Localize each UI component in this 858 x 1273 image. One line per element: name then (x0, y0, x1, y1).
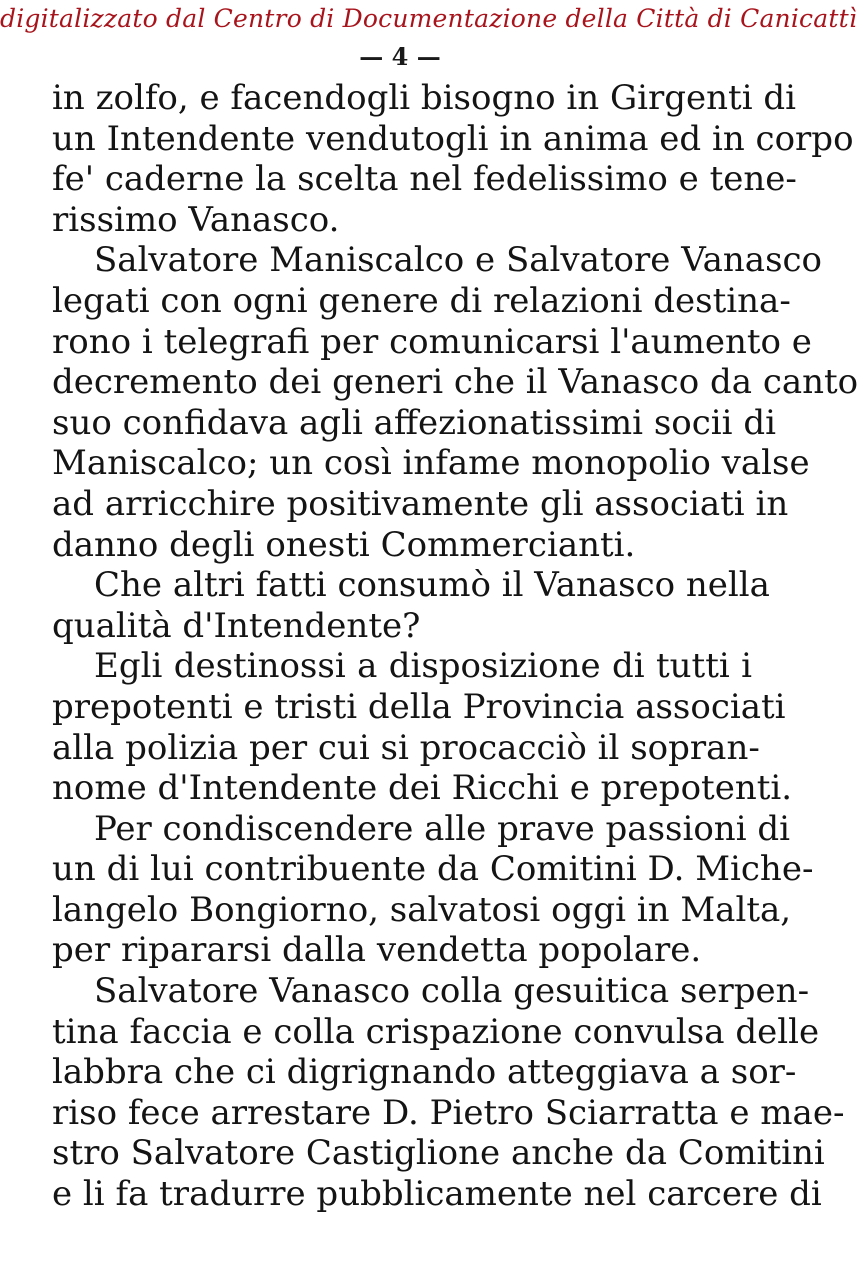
text-line: qualità d'Intendente? (52, 605, 421, 646)
paragraph-start-line: Salvatore Vanasco colla gesuitica serpen- (94, 971, 810, 1012)
text-line: rono i telegrafi per comunicarsi l'aumento e (52, 321, 812, 362)
text-line: danno degli onesti Commercianti. (52, 524, 636, 565)
text-line: langelo Bongiorno, salvatosi oggi in Malta, (52, 889, 792, 930)
text-line: e li fa tradurre pubblicamente nel carcere di (52, 1174, 822, 1215)
text-line: un Intendente vendutogli in anima ed in corpo (52, 118, 854, 159)
paragraph-start-line: Che altri fatti consumò il Vanasco nella (94, 565, 770, 606)
text-line: suo confidava agli affezionatissimi socii di (52, 402, 776, 443)
text-line: riso fece arrestare D. Pietro Sciarratta e mae- (52, 1092, 845, 1133)
text-line: alla polizia per cui si procacciò il sopran- (52, 727, 760, 768)
text-line: ad arricchire positivamente gli associati in (52, 483, 789, 524)
page-number: — 4 — (359, 42, 441, 71)
text-line: Maniscalco; un così infame monopolio valse (52, 443, 810, 484)
text-line: in zolfo, e facendogli bisogno in Girgenti di (52, 78, 797, 118)
text-line: decremento dei generi che il Vanasco da canto (52, 362, 858, 403)
text-line: per ripararsi dalla vendetta popolare. (52, 930, 702, 971)
text-line: legati con ogni genere di relazioni destina- (52, 280, 791, 321)
text-line: un di lui contribuente da Comitini D. Miche- (52, 849, 814, 890)
text-line: rissimo Vanasco. (52, 199, 340, 240)
digitization-watermark: digitalizzato dal Centro di Documentazione della Città di Canicattì (0, 4, 858, 33)
text-line: fe' caderne la scelta nel fedelissimo e tene- (52, 159, 797, 200)
paragraph-start-line: Per condiscendere alle prave passioni di (94, 808, 791, 849)
text-line: nome d'Intendente dei Ricchi e prepotenti. (52, 768, 793, 809)
paragraph-start-line: Egli destinossi a disposizione di tutti i (94, 646, 752, 687)
body-text (52, 78, 858, 1215)
text-line: tina faccia e colla crispazione convulsa delle (52, 1011, 820, 1052)
text-line: prepotenti e tristi della Provincia associati (52, 686, 786, 727)
paragraph-start-line: Salvatore Maniscalco e Salvatore Vanasco (94, 240, 823, 281)
text-line: labbra che ci digrignando atteggiava a sor- (52, 1052, 797, 1093)
text-line: stro Salvatore Castiglione anche da Comitini (52, 1133, 825, 1174)
